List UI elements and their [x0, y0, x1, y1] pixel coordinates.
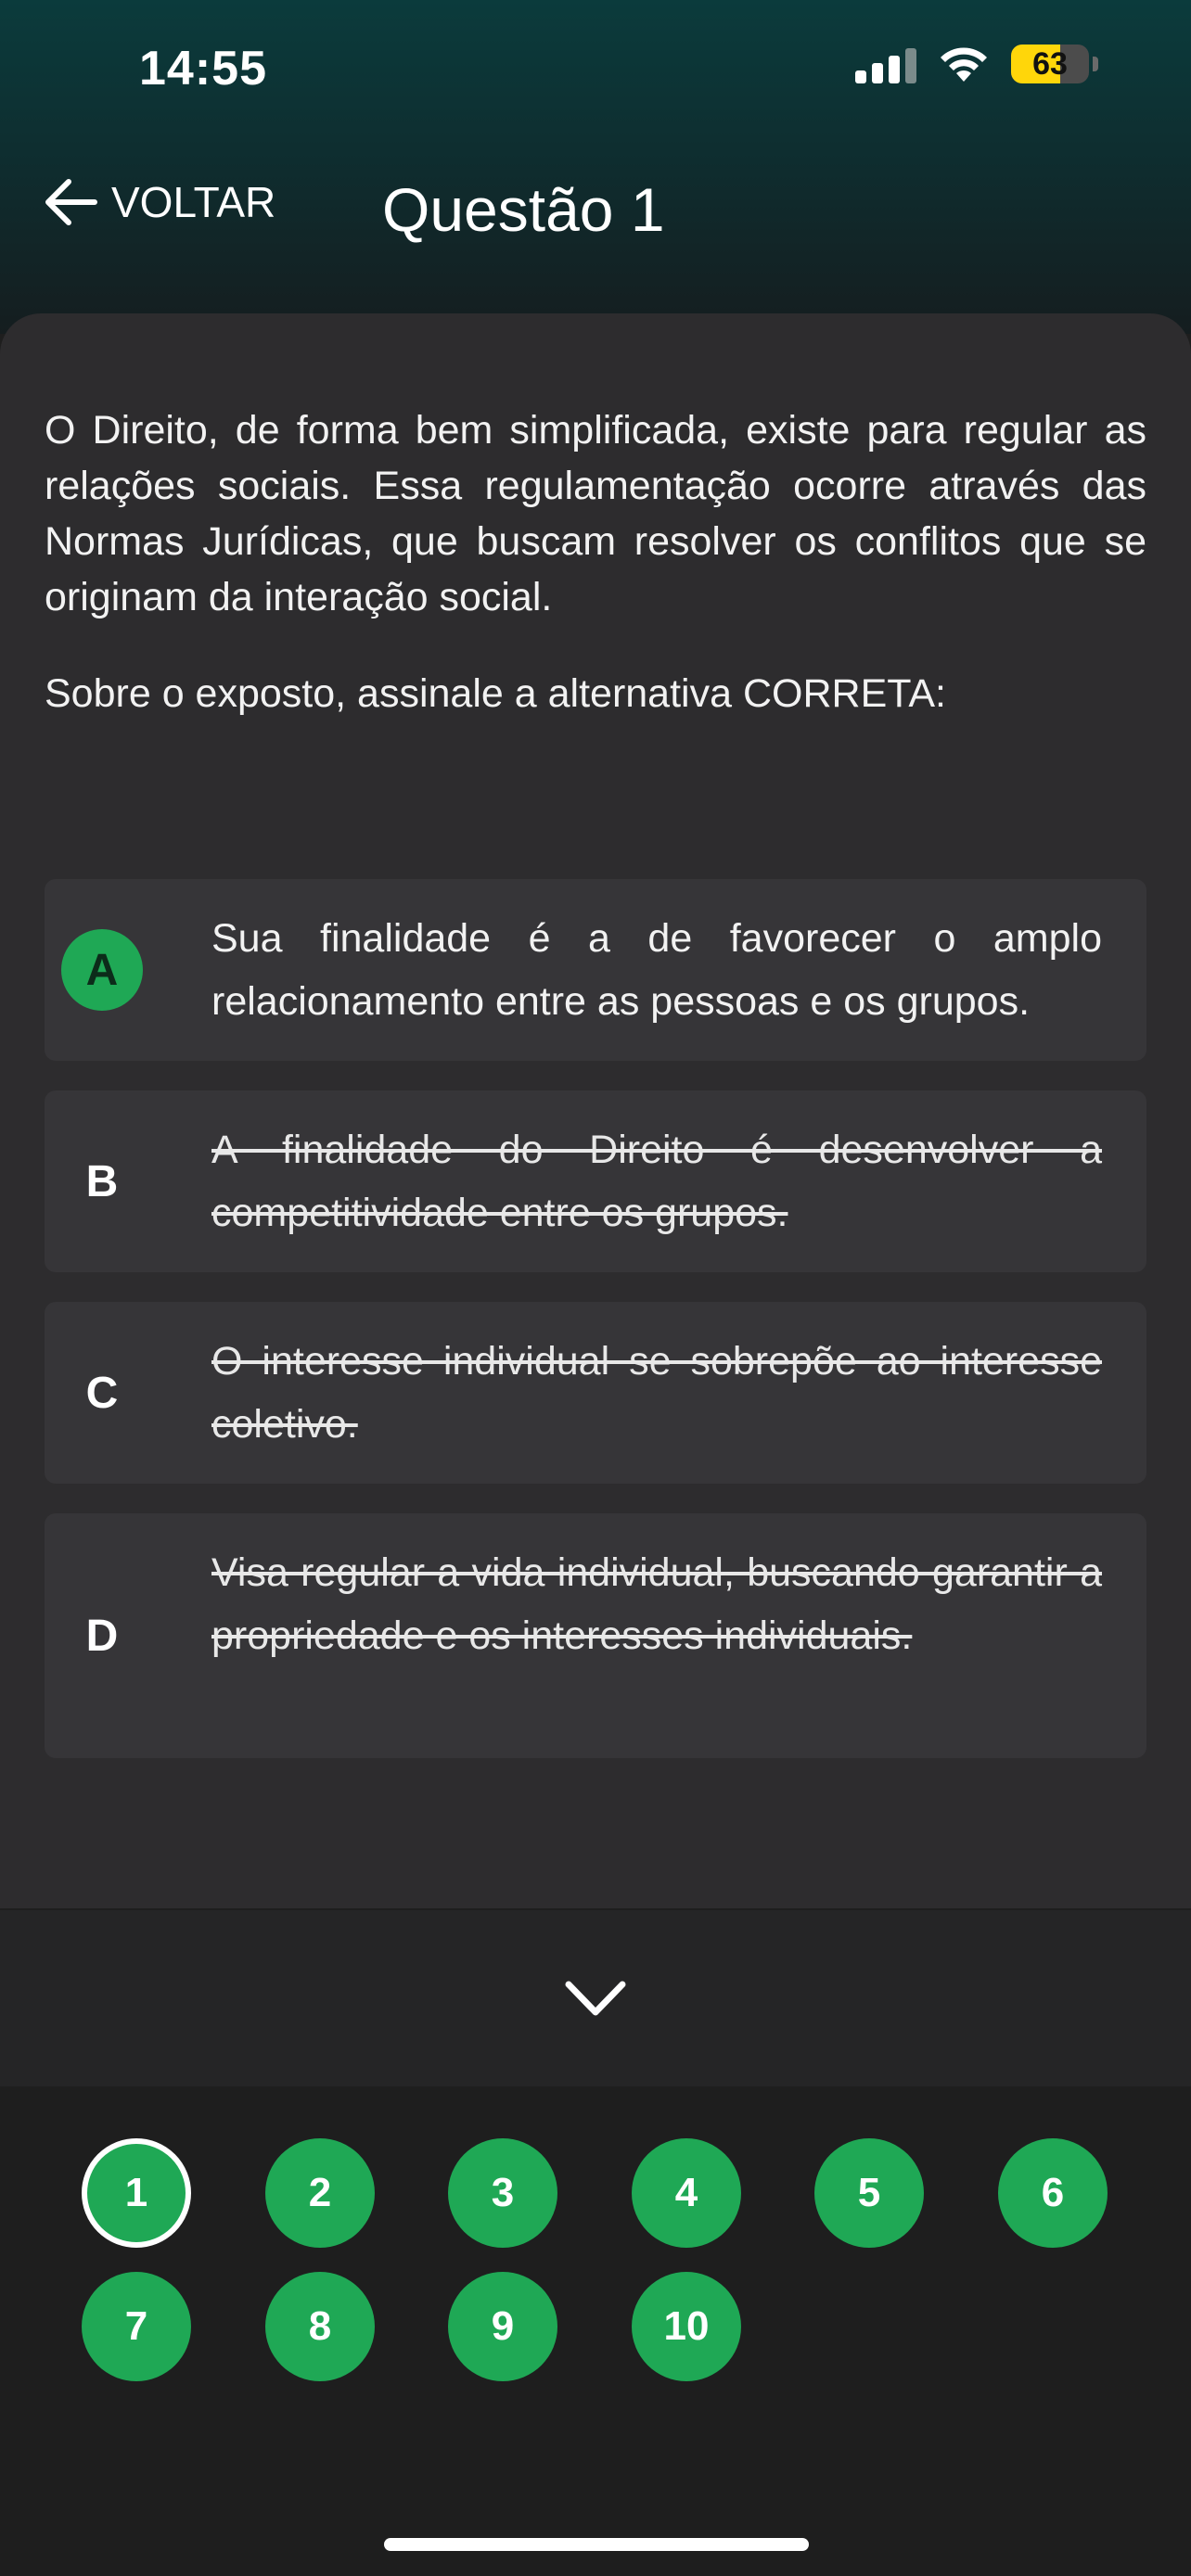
question-number-6[interactable]: 6	[998, 2138, 1108, 2248]
back-label: VOLTAR	[111, 178, 276, 226]
option-text-a: Sua finalidade é a de favorecer o amplo relacionamento entre as pessoas e os grupos.	[211, 916, 1102, 1024]
question-number-8[interactable]: 8	[265, 2272, 375, 2381]
option-text-b: A finalidade do Direito é desenvolver a competitividade entre os grupos.	[211, 1128, 1102, 1235]
cellular-signal-icon	[855, 45, 916, 83]
question-number-2[interactable]: 2	[265, 2138, 375, 2248]
question-number-10[interactable]: 10	[632, 2272, 741, 2381]
question-number-5[interactable]: 5	[814, 2138, 924, 2248]
option-text-c: O interesse individual se sobrepõe ao interesse coletivo.	[211, 1339, 1102, 1447]
battery-level: 63	[1032, 45, 1068, 82]
option-letter-a: A	[61, 929, 143, 1011]
option-c[interactable]	[45, 1302, 1146, 1484]
option-b[interactable]	[45, 1090, 1146, 1272]
wifi-icon	[937, 45, 991, 83]
option-letter-d: D	[85, 1611, 119, 1661]
collapse-sheet-button[interactable]	[0, 1910, 1191, 2086]
home-indicator[interactable]	[384, 2538, 809, 2551]
battery-cap	[1093, 57, 1098, 71]
chevron-down-icon	[565, 1981, 626, 2018]
question-prompt: Sobre o exposto, assinale a alternativa CORRETA:	[45, 671, 946, 716]
question-navigator	[0, 2086, 1191, 2576]
question-number-4[interactable]: 4	[632, 2138, 741, 2248]
question-text: O Direito, de forma bem simplificada, existe para regular as relações sociais. Essa regulamentação ocorre através das Normas Jurídicas, que buscam resolver os conflitos que se originam da interação social.	[45, 408, 1146, 619]
option-a[interactable]	[45, 879, 1146, 1061]
option-letter-c: C	[85, 1368, 119, 1418]
question-number-9[interactable]: 9	[448, 2272, 557, 2381]
arrow-left-icon	[41, 176, 98, 228]
question-card	[0, 313, 1191, 1908]
question-number-3[interactable]: 3	[448, 2138, 557, 2248]
status-time: 14:55	[139, 42, 267, 96]
option-letter-b: B	[85, 1156, 119, 1206]
status-icons	[855, 45, 1098, 83]
question-number-7[interactable]: 7	[82, 2272, 191, 2381]
top-nav	[0, 167, 1191, 250]
option-text-d: Visa regular a vida individual, buscando garantir a propriedade e os interesses individuais.	[211, 1550, 1102, 1658]
page-title: Questão 1	[382, 175, 665, 244]
option-d[interactable]	[45, 1513, 1146, 1758]
battery-icon	[1011, 45, 1089, 83]
back-button[interactable]	[41, 176, 275, 228]
question-number-1[interactable]: 1	[82, 2138, 191, 2248]
header-area	[0, 0, 1191, 334]
